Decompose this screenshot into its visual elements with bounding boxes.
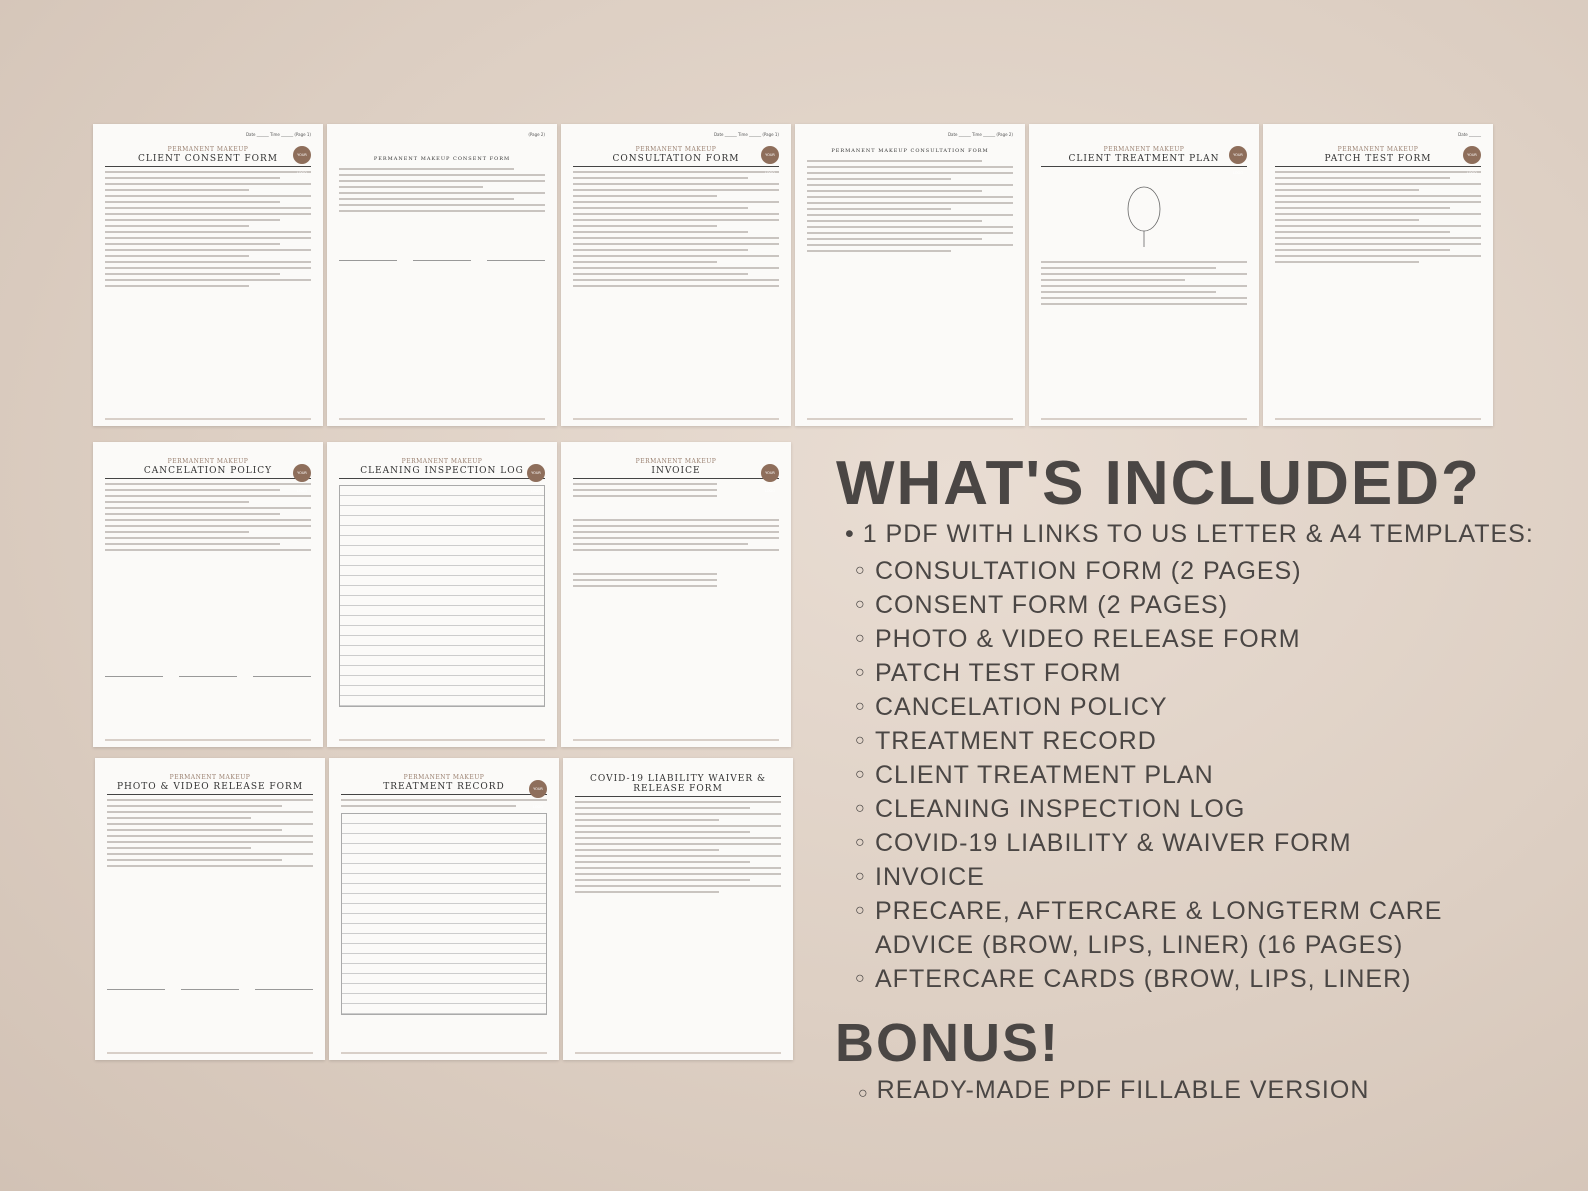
page-meta: Date ______ Time ______ (Page 2) xyxy=(947,132,1013,137)
bullet-icon: ○ xyxy=(855,868,866,885)
bullet-icon: ○ xyxy=(855,766,866,783)
record-table xyxy=(341,813,547,1015)
bullet-icon: ○ xyxy=(858,1085,869,1102)
form-page xyxy=(95,758,325,1060)
list-item: ○ PHOTO & VIDEO RELEASE FORM xyxy=(845,622,1534,656)
logo-badge: YOUR LOGO xyxy=(293,464,311,482)
bullet-icon: ○ xyxy=(855,732,866,749)
logo-badge: YOUR LOGO xyxy=(761,464,779,482)
list-item: ○ CLEANING INSPECTION LOG xyxy=(845,792,1534,826)
page-title: COVID-19 LIABILITY WAIVER & RELEASE FORM xyxy=(575,774,781,797)
form-page xyxy=(561,124,791,426)
page-title: CLEANING INSPECTION LOG xyxy=(339,466,545,479)
form-page xyxy=(795,124,1025,426)
logo-badge: YOUR LOGO xyxy=(1229,146,1247,164)
included-list xyxy=(845,520,1534,996)
list-item: ○ CONSULTATION FORM (2 PAGES) xyxy=(845,554,1534,588)
form-page xyxy=(327,442,557,747)
page-title: CLIENT CONSENT FORM xyxy=(105,154,311,167)
list-item: ○ CANCELATION POLICY xyxy=(845,690,1534,724)
form-page xyxy=(329,758,559,1060)
list-item: ○ CONSENT FORM (2 PAGES) xyxy=(845,588,1534,622)
bullet-icon: ○ xyxy=(855,834,866,851)
whats-included-heading: WHAT'S INCLUDED? xyxy=(836,449,1481,518)
form-page xyxy=(93,124,323,426)
list-item: ○ INVOICE xyxy=(845,860,1534,894)
logo-badge: YOUR LOGO xyxy=(1463,146,1481,164)
form-page xyxy=(563,758,793,1060)
form-row-2 xyxy=(93,442,791,747)
list-item: ○ TREATMENT RECORD xyxy=(845,724,1534,758)
page-title: INVOICE xyxy=(573,466,779,479)
logo-badge: YOUR LOGO xyxy=(527,464,545,482)
log-table xyxy=(339,485,545,707)
page-subtitle: PERMANENT MAKEUP xyxy=(403,774,485,781)
bullet-icon: ○ xyxy=(855,664,866,681)
list-item: ○ CLIENT TREATMENT PLAN xyxy=(845,758,1534,792)
bullet-icon: ○ xyxy=(855,596,866,613)
bullet-icon: ○ xyxy=(855,630,866,647)
page-title: TREATMENT RECORD xyxy=(341,782,547,795)
page-subtitle: PERMANENT MAKEUP xyxy=(635,146,717,153)
page-meta: Date ______ Time ______ (Page 1) xyxy=(713,132,779,137)
bullet-icon: ○ xyxy=(855,562,866,579)
logo-badge: YOUR LOGO xyxy=(761,146,779,164)
list-item: ○ COVID-19 LIABILITY & WAIVER FORM xyxy=(845,826,1534,860)
page-title: CANCELATION POLICY xyxy=(105,466,311,479)
page-subtitle: PERMANENT MAKEUP xyxy=(167,458,249,465)
page-title: CLIENT TREATMENT PLAN xyxy=(1041,154,1247,167)
page-subtitle: PERMANENT MAKEUP xyxy=(169,774,251,781)
page-subtitle: PERMANENT MAKEUP xyxy=(167,146,249,153)
bullet-icon: ○ xyxy=(855,902,866,919)
page-meta: Date ______ Time ______ (Page 1) xyxy=(245,132,311,137)
form-page xyxy=(93,442,323,747)
logo-badge: YOUR LOGO xyxy=(293,146,311,164)
page-subtitle: PERMANENT MAKEUP xyxy=(1337,146,1419,153)
form-row-3 xyxy=(95,758,793,1060)
bonus-item: ○ READY-MADE PDF FILLABLE VERSION xyxy=(858,1076,1370,1104)
page-subtitle: PERMANENT MAKEUP xyxy=(635,458,717,465)
list-item: ○ PRECARE, AFTERCARE & LONGTERM CARE xyxy=(845,894,1534,928)
form-page xyxy=(327,124,557,426)
face-diagram-icon xyxy=(1114,179,1174,249)
page-title: PERMANENT MAKEUP CONSULTATION FORM xyxy=(831,148,989,154)
logo-badge: YOUR LOGO xyxy=(529,780,547,798)
bullet-icon: ○ xyxy=(855,970,866,987)
page-meta: Date ______ xyxy=(1458,132,1481,137)
list-item: ○ PATCH TEST FORM xyxy=(845,656,1534,690)
list-item-continuation: ADVICE (BROW, LIPS, LINER) (16 PAGES) xyxy=(875,931,1404,959)
page-meta xyxy=(1041,132,1247,138)
bonus-heading: BONUS! xyxy=(835,1013,1060,1073)
page-subtitle: PERMANENT MAKEUP xyxy=(401,458,483,465)
bullet-icon: ○ xyxy=(855,698,866,715)
form-row-1 xyxy=(93,124,1493,426)
included-lead: • 1 PDF WITH LINKS TO US LETTER & A4 TEMPLATES: xyxy=(845,520,1534,548)
list-item: ○ AFTERCARE CARDS (BROW, LIPS, LINER) xyxy=(845,962,1534,996)
form-page xyxy=(1029,124,1259,426)
page-subtitle: PERMANENT MAKEUP xyxy=(1103,146,1185,153)
page-title: PATCH TEST FORM xyxy=(1275,154,1481,167)
form-page xyxy=(561,442,791,747)
form-page xyxy=(1263,124,1493,426)
page-title: PERMANENT MAKEUP CONSENT FORM xyxy=(373,156,511,162)
page-meta: (Page 2) xyxy=(528,132,545,137)
page-title: PHOTO & VIDEO RELEASE FORM xyxy=(107,782,313,795)
page-title: CONSULTATION FORM xyxy=(573,154,779,167)
bullet-icon: ○ xyxy=(855,800,866,817)
